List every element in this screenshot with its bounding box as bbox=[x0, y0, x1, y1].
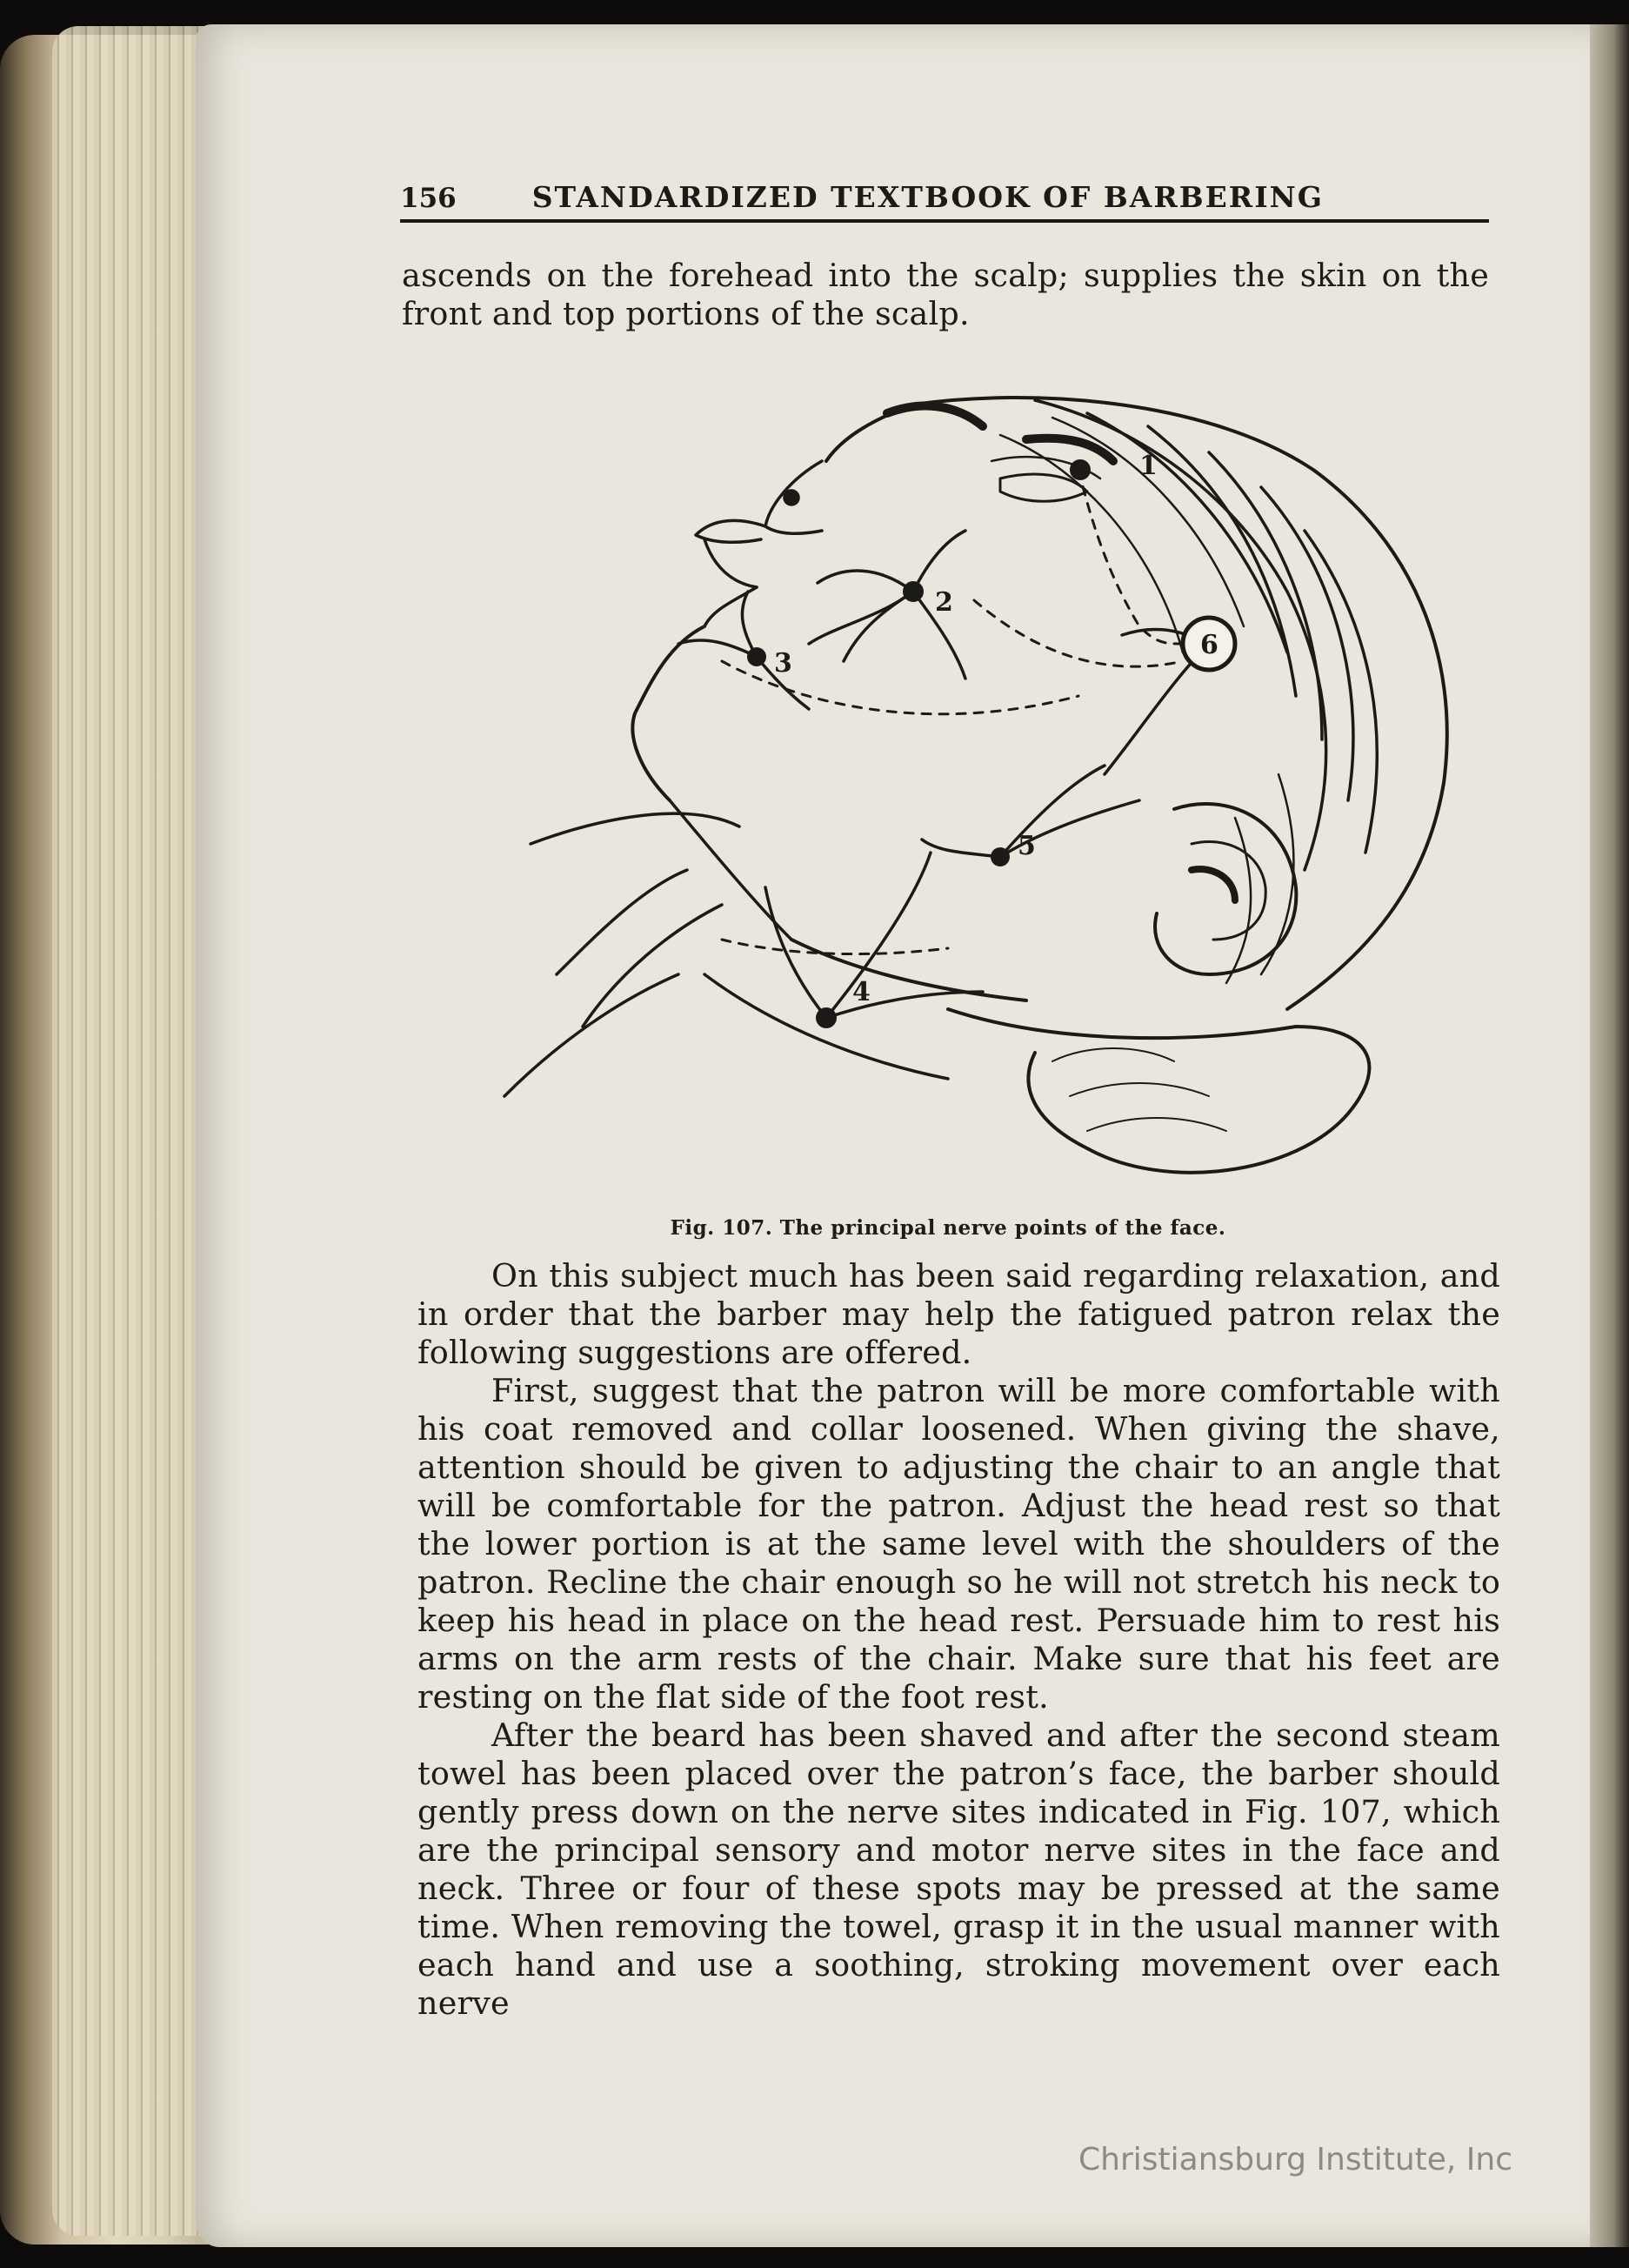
figure-caption: Fig. 107. The principal nerve points of the face. bbox=[670, 1216, 1226, 1240]
top-paragraph-block bbox=[402, 257, 1489, 333]
running-title: STANDARDIZED TEXTBOOK OF BARBERING bbox=[531, 180, 1324, 214]
body-text bbox=[417, 1257, 1500, 2023]
nerve-label-3: 3 bbox=[774, 648, 792, 679]
nerve-label-2: 2 bbox=[935, 587, 953, 618]
watermark: Christiansburg Institute, Inc bbox=[1078, 2142, 1513, 2178]
page-number: 156 bbox=[400, 183, 457, 214]
paragraph: First, suggest that the patron will be more comfortable with his coat removed and collar loosened. When giving the shave, attention should be given to adjusting the chair to an angle that will be comfortable for the patron. Adjust the head rest so that the lower portion is at the same level with the shoulders of the patron. Recline the chair enough so he will not stretch his neck to keep his head in place on the head rest. Persuade him to rest his arms on the arm rests of the chair. Make sure that his feet are resting on the flat side of the foot rest. bbox=[417, 1372, 1500, 1716]
top-paragraph: ascends on the forehead into the scalp; supplies the skin on the front and top portions of the scalp. bbox=[402, 257, 1489, 332]
nerve-label-4: 4 bbox=[852, 977, 871, 1007]
paragraph: After the beard has been shaved and after the second steam towel has been placed over the patron’s face, the barber should gently press down on the nerve sites indicated in Fig. 107, which are the principal sensory and motor nerve sites in the face and neck. Three or four of these spots may be pressed at the same time. When removing the towel, grasp it in the usual manner with each hand and use a soothing, stroking movement over each nerve bbox=[417, 1716, 1500, 2022]
nerve-label-5: 5 bbox=[1018, 831, 1036, 861]
paragraph: On this subject much has been said regarding relaxation, and in order that the barber may help the fatigued patron relax the following suggestions are offered. bbox=[417, 1257, 1500, 1371]
nerve-label-1: 1 bbox=[1139, 451, 1158, 481]
nerve-label-6: 6 bbox=[1200, 630, 1218, 660]
nerve-points-illustration bbox=[426, 365, 1470, 1235]
page-header bbox=[400, 180, 1489, 223]
book-gutter bbox=[1590, 24, 1629, 2247]
